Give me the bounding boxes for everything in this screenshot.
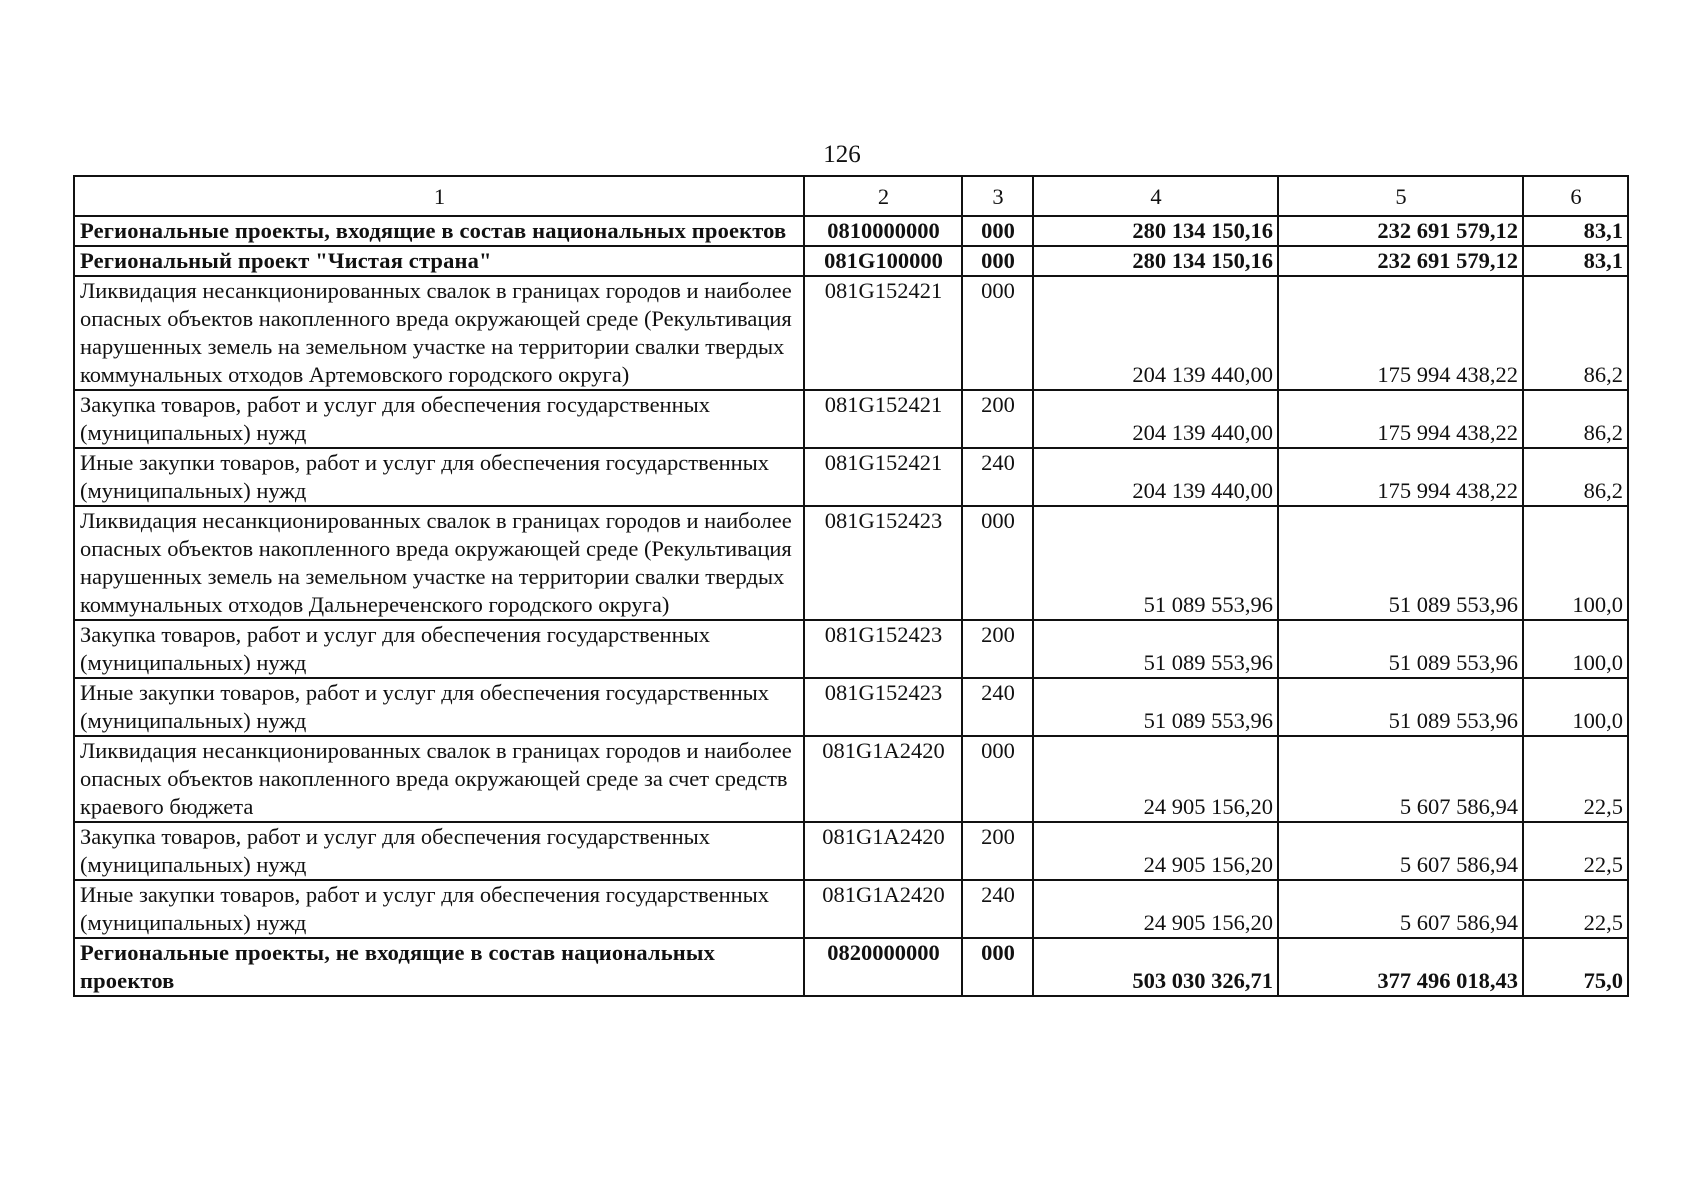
- table-row: [74, 880, 1628, 938]
- target-code-cell: 081G152423: [804, 506, 962, 620]
- item-name-cell: Ликвидация несанкционированных свалок в границах городов и наиболее опасных объектов накопленного вреда окружающей среде за счет средств краевого бюджета: [74, 736, 804, 822]
- column-header-6: 6: [1523, 176, 1628, 216]
- item-name-cell: Региональный проект "Чистая страна": [74, 246, 804, 276]
- execution-percent-cell: 75,0: [1523, 938, 1628, 996]
- expense-type-cell: 000: [962, 506, 1033, 620]
- column-header-2: 2: [804, 176, 962, 216]
- table-row: [74, 736, 1628, 822]
- table-row: [74, 276, 1628, 390]
- execution-percent-cell: 22,5: [1523, 736, 1628, 822]
- table-row: [74, 678, 1628, 736]
- target-code-cell: 081G152423: [804, 678, 962, 736]
- target-code-cell: 081G152421: [804, 276, 962, 390]
- column-header-4: 4: [1033, 176, 1278, 216]
- target-code-cell: 081G152423: [804, 620, 962, 678]
- item-name-cell: Иные закупки товаров, работ и услуг для обеспечения государственных (муниципальных) нужд: [74, 448, 804, 506]
- expense-type-cell: 240: [962, 880, 1033, 938]
- table-row: [74, 822, 1628, 880]
- target-code-cell: 081G152421: [804, 448, 962, 506]
- item-name-cell: Иные закупки товаров, работ и услуг для обеспечения государственных (муниципальных) нужд: [74, 678, 804, 736]
- expense-type-cell: 240: [962, 678, 1033, 736]
- page-number: 126: [823, 141, 861, 168]
- planned-amount-cell: 204 139 440,00: [1033, 276, 1278, 390]
- table-row: [74, 620, 1628, 678]
- execution-percent-cell: 83,1: [1523, 216, 1628, 246]
- item-name-cell: Ликвидация несанкционированных свалок в границах городов и наиболее опасных объектов накопленного вреда окружающей среде (Рекультивация нарушенных земель на земельном участке на территории свалки твердых коммунальных отходов Артемовского городского округа): [74, 276, 804, 390]
- execution-percent-cell: 83,1: [1523, 246, 1628, 276]
- executed-amount-cell: 377 496 018,43: [1278, 938, 1523, 996]
- expense-type-cell: 240: [962, 448, 1033, 506]
- expense-type-cell: 000: [962, 216, 1033, 246]
- execution-percent-cell: 100,0: [1523, 678, 1628, 736]
- planned-amount-cell: 280 134 150,16: [1033, 246, 1278, 276]
- table-row: [74, 448, 1628, 506]
- table-row: [74, 938, 1628, 996]
- target-code-cell: 0810000000: [804, 216, 962, 246]
- execution-percent-cell: 86,2: [1523, 448, 1628, 506]
- planned-amount-cell: 204 139 440,00: [1033, 390, 1278, 448]
- item-name-cell: Закупка товаров, работ и услуг для обеспечения государственных (муниципальных) нужд: [74, 620, 804, 678]
- item-name-cell: Иные закупки товаров, работ и услуг для обеспечения государственных (муниципальных) нужд: [74, 880, 804, 938]
- table-body: [74, 176, 1628, 996]
- executed-amount-cell: 51 089 553,96: [1278, 678, 1523, 736]
- executed-amount-cell: 175 994 438,22: [1278, 448, 1523, 506]
- expense-type-cell: 200: [962, 620, 1033, 678]
- expense-type-cell: 200: [962, 390, 1033, 448]
- expense-type-cell: 000: [962, 276, 1033, 390]
- target-code-cell: 081G1A2420: [804, 736, 962, 822]
- column-header-1: 1: [74, 176, 804, 216]
- execution-percent-cell: 86,2: [1523, 276, 1628, 390]
- item-name-cell: Ликвидация несанкционированных свалок в границах городов и наиболее опасных объектов накопленного вреда окружающей среде (Рекультивация нарушенных земель на земельном участке на территории свалки твердых коммунальных отходов Дальнереченского городского округа): [74, 506, 804, 620]
- expense-type-cell: 000: [962, 246, 1033, 276]
- executed-amount-cell: 175 994 438,22: [1278, 390, 1523, 448]
- target-code-cell: 081G1A2420: [804, 822, 962, 880]
- item-name-cell: Закупка товаров, работ и услуг для обеспечения государственных (муниципальных) нужд: [74, 822, 804, 880]
- expense-type-cell: 200: [962, 822, 1033, 880]
- budget-table: [73, 175, 1629, 997]
- executed-amount-cell: 232 691 579,12: [1278, 216, 1523, 246]
- column-number-row: [74, 176, 1628, 216]
- planned-amount-cell: 51 089 553,96: [1033, 678, 1278, 736]
- table-row: [74, 506, 1628, 620]
- execution-percent-cell: 100,0: [1523, 506, 1628, 620]
- executed-amount-cell: 175 994 438,22: [1278, 276, 1523, 390]
- planned-amount-cell: 24 905 156,20: [1033, 880, 1278, 938]
- target-code-cell: 081G152421: [804, 390, 962, 448]
- item-name-cell: Закупка товаров, работ и услуг для обеспечения государственных (муниципальных) нужд: [74, 390, 804, 448]
- executed-amount-cell: 5 607 586,94: [1278, 880, 1523, 938]
- table-row: [74, 216, 1628, 246]
- executed-amount-cell: 232 691 579,12: [1278, 246, 1523, 276]
- planned-amount-cell: 24 905 156,20: [1033, 822, 1278, 880]
- planned-amount-cell: 24 905 156,20: [1033, 736, 1278, 822]
- execution-percent-cell: 100,0: [1523, 620, 1628, 678]
- target-code-cell: 0820000000: [804, 938, 962, 996]
- execution-percent-cell: 22,5: [1523, 880, 1628, 938]
- executed-amount-cell: 51 089 553,96: [1278, 620, 1523, 678]
- planned-amount-cell: 503 030 326,71: [1033, 938, 1278, 996]
- table-row: [74, 246, 1628, 276]
- execution-percent-cell: 86,2: [1523, 390, 1628, 448]
- item-name-cell: Региональные проекты, входящие в состав национальных проектов: [74, 216, 804, 246]
- executed-amount-cell: 51 089 553,96: [1278, 506, 1523, 620]
- expense-type-cell: 000: [962, 736, 1033, 822]
- table-row: [74, 390, 1628, 448]
- planned-amount-cell: 51 089 553,96: [1033, 506, 1278, 620]
- item-name-cell: Региональные проекты, не входящие в состав национальных проектов: [74, 938, 804, 996]
- planned-amount-cell: 51 089 553,96: [1033, 620, 1278, 678]
- column-header-3: 3: [962, 176, 1033, 216]
- target-code-cell: 081G100000: [804, 246, 962, 276]
- expense-type-cell: 000: [962, 938, 1033, 996]
- planned-amount-cell: 204 139 440,00: [1033, 448, 1278, 506]
- column-header-5: 5: [1278, 176, 1523, 216]
- execution-percent-cell: 22,5: [1523, 822, 1628, 880]
- planned-amount-cell: 280 134 150,16: [1033, 216, 1278, 246]
- target-code-cell: 081G1A2420: [804, 880, 962, 938]
- executed-amount-cell: 5 607 586,94: [1278, 736, 1523, 822]
- executed-amount-cell: 5 607 586,94: [1278, 822, 1523, 880]
